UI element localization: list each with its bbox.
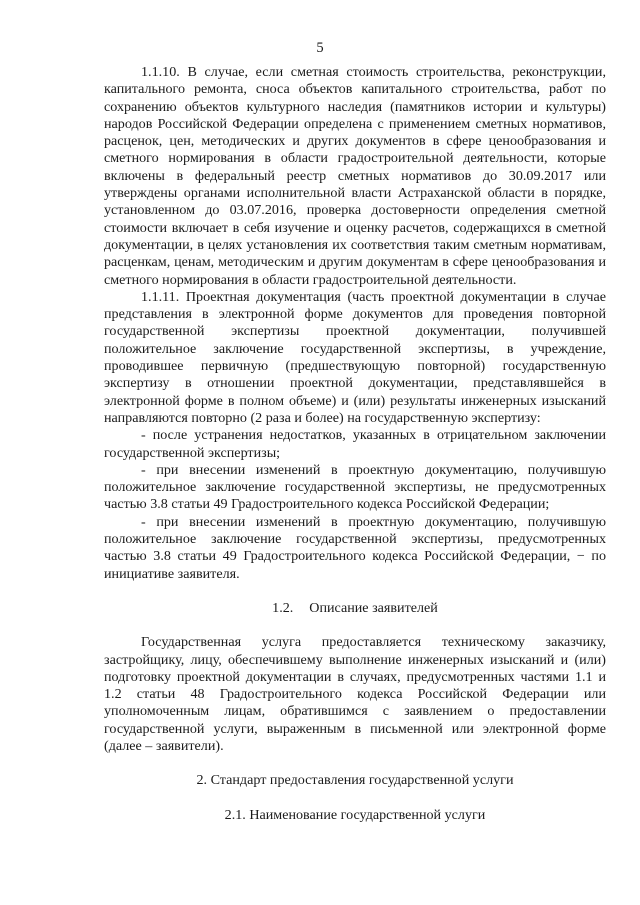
list-item: - при внесении изменений в проектную документацию, получившую положительное заключение государственной экспертизы, предусмотренных частью 3.8 статьи 49 Градостроительного кодекса Российской Федерации, − по инициативе заявителя. (104, 513, 606, 582)
paragraph-1-1-11: 1.1.11. Проектная документация (часть проектной документации в случае представления в электронной форме документов для проведения повторной государственной экспертизы проектной документации, получившей положительное заключение государственной экспертизы, в учреждение, проводившее первичную (предшествующую повторной) государственную экспертизу в отношении проектной документации, представлявшейся в электронной форме в полном объеме) и (или) результаты инженерных изысканий направляются повторно (2 раза и более) на государственную экспертизу: (104, 288, 606, 426)
document-body (104, 64, 606, 824)
paragraph-1-1-10: 1.1.10. В случае, если сметная стоимость строительства, реконструкции, капитального ремонта, сноса объектов капитального строительства, работ по сохранению объектов культурного наследия (памятников истории и культуры) народов Российской Федерации определена с применением сметных нормативов, расценок, цен, методических и других документов в сфере ценообразования и сметного нормирования в области градостроительной деятельности, которые включены в федеральный реестр сметных нормативов до 30.09.2017 или утверждены органами исполнительной власти Астраханской области в порядке, установленном до 03.07.2016, проверка достоверности определения сметной стоимости включает в себя изучение и оценку расчетов, содержащихся в сметной документации, в целях установления их соответствия таким сметным нормативам, расценкам, ценам, методическим и другим документам в сфере ценообразования и сметного нормирования в области градостроительной деятельности. (104, 64, 606, 288)
section-number: 1.2. (272, 599, 294, 616)
section-title: Описание заявителей (309, 599, 438, 616)
paragraph-applicants: Государственная услуга предоставляется техническому заказчику, застройщику, лицу, обеспечившему выполнение инженерных изысканий и (или) подготовку проектной документации в случаях, предусмотренных частями 1.1 и 1.2 статьи 48 Градостроительного кодекса Российской Федерации или уполномоченным лицам, обратившимся с заявлением о предоставлении государственной услуги, выраженным в письменной или электронной форме (далее – заявители). (104, 634, 606, 754)
list-item: - после устранения недостатков, указанных в отрицательном заключении государственной экспертизы; (104, 427, 606, 461)
section-heading-1-2 (104, 600, 606, 617)
page-number: 5 (316, 40, 324, 56)
section-heading-2: 2. Стандарт предоставления государственной услуги (196, 772, 514, 789)
list-item: - при внесении изменений в проектную документацию, получившую положительное заключение государственной экспертизы, не предусмотренных частью 3.8 статьи 49 Градостроительного кодекса Российской Федерации; (104, 461, 606, 513)
section-heading-2-1: 2.1. Наименование государственной услуги (224, 806, 486, 823)
